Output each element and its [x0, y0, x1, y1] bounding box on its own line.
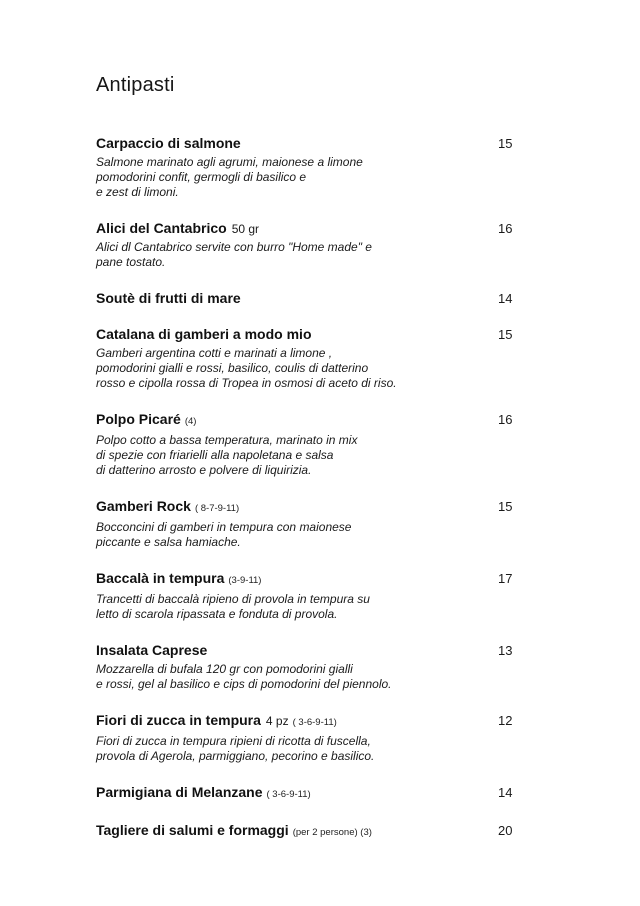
- dish-description-line: Fiori di zucca in tempura ripieni di ricotta di fuscella,: [96, 734, 371, 748]
- dish-description-line: pane tostato.: [96, 255, 166, 269]
- dish-description-line: letto di scarola ripassata e fonduta di provola.: [96, 607, 338, 621]
- menu-item: [96, 134, 516, 200]
- dish-price: 17: [498, 571, 513, 586]
- menu-item-row: [96, 641, 516, 660]
- menu-item: [96, 497, 516, 550]
- dish-description-line: Mozzarella di bufala 120 gr con pomodorini gialli: [96, 662, 353, 676]
- dish-description: [96, 734, 516, 764]
- dish-price: 16: [498, 221, 513, 236]
- dish-price: 20: [498, 823, 513, 838]
- menu-item-row: [96, 497, 516, 518]
- menu-item-row: [96, 821, 516, 842]
- dish-description-line: rosso e cipolla rossa di Tropea in osmosi di aceto di riso.: [96, 376, 397, 390]
- dish-price: 12: [498, 713, 513, 728]
- menu-item-row: [96, 569, 516, 590]
- dish-description-line: e rossi, gel al basilico e cips di pomodorini del piennolo.: [96, 677, 392, 691]
- dish-description: [96, 662, 516, 692]
- dish-description-line: pomodorini confit, germogli di basilico e: [96, 170, 307, 184]
- menu-item-row: [96, 711, 516, 732]
- dish-description-line: Salmone marinato agli agrumi, maionese a limone: [96, 155, 363, 169]
- dish-name: Polpo Picaré: [96, 411, 181, 427]
- dish-name: Gamberi Rock: [96, 498, 191, 514]
- dish-description-line: Bocconcini di gamberi in tempura con maionese: [96, 520, 352, 534]
- menu-item-row: [96, 783, 516, 804]
- dish-description: [96, 433, 516, 478]
- dish-price: 13: [498, 643, 513, 658]
- dish-allergen-note: (per 2 persone) (3): [292, 827, 372, 838]
- dish-description-line: pomodorini gialli e rossi, basilico, coulis di datterino: [96, 361, 369, 375]
- dish-description-line: Alici dl Cantabrico servite con burro "Home made" e: [96, 240, 372, 254]
- dish-name: Catalana di gamberi a modo mio: [96, 326, 312, 342]
- dish-description-line: Gamberi argentina cotti e marinati a limone ,: [96, 346, 333, 360]
- dish-description-line: e zest di limoni.: [96, 185, 179, 199]
- menu-item: [96, 289, 516, 308]
- dish-name: Parmigiana di Melanzane: [96, 784, 263, 800]
- section-title: Antipasti: [96, 74, 175, 96]
- dish-name: Soutè di frutti di mare: [96, 290, 241, 306]
- dish-allergen-note: (4): [184, 416, 197, 427]
- menu-item-row: [96, 289, 516, 308]
- dish-price: 15: [498, 136, 513, 151]
- dish-name: Baccalà in tempura: [96, 570, 225, 586]
- dish-name: Insalata Caprese: [96, 642, 208, 658]
- menu-item-row: [96, 325, 516, 344]
- menu-item: [96, 325, 516, 391]
- dish-price: 15: [498, 327, 513, 342]
- menu-item: [96, 821, 516, 842]
- dish-description: [96, 155, 516, 200]
- dish-allergen-note: (3-9-11): [228, 575, 262, 586]
- dish-name: Carpaccio di salmone: [96, 135, 241, 151]
- dish-allergen-note: ( 8-7-9-11): [194, 503, 240, 514]
- dish-price: 16: [498, 412, 513, 427]
- dish-description: [96, 592, 516, 622]
- dish-description-line: Trancetti di baccalà ripieno di provola in tempura su: [96, 592, 370, 606]
- menu-item: [96, 219, 516, 270]
- menu-list: [96, 134, 516, 842]
- dish-portion: 50 gr: [231, 222, 260, 236]
- dish-description-line: di datterino arrosto e polvere di liquirizia.: [96, 463, 312, 477]
- menu-item: [96, 410, 516, 478]
- menu-item-row: [96, 410, 516, 431]
- menu-item: [96, 641, 516, 692]
- menu-item: [96, 569, 516, 622]
- menu-item-row: [96, 219, 516, 238]
- dish-description: [96, 240, 516, 270]
- dish-description-line: Polpo cotto a bassa temperatura, marinato in mix: [96, 433, 358, 447]
- dish-description: [96, 346, 516, 391]
- dish-name: Tagliere di salumi e formaggi: [96, 822, 289, 838]
- dish-portion: 4 pz: [265, 714, 289, 728]
- dish-name: Alici del Cantabrico: [96, 220, 227, 236]
- dish-description-line: di spezie con friarielli alla napoletana e salsa: [96, 448, 334, 462]
- dish-allergen-note: ( 3-6-9-11): [266, 789, 311, 800]
- dish-price: 15: [498, 499, 513, 514]
- dish-price: 14: [498, 785, 513, 800]
- menu-item: [96, 711, 516, 764]
- menu-item: [96, 783, 516, 804]
- dish-description: [96, 520, 516, 550]
- dish-allergen-note: ( 3-6-9-11): [292, 717, 337, 728]
- menu-item-row: [96, 134, 516, 153]
- dish-description-line: provola di Agerola, parmiggiano, pecorino e basilico.: [96, 749, 375, 763]
- dish-price: 14: [498, 291, 513, 306]
- dish-name: Fiori di zucca in tempura: [96, 712, 261, 728]
- dish-description-line: piccante e salsa hamiache.: [96, 535, 241, 549]
